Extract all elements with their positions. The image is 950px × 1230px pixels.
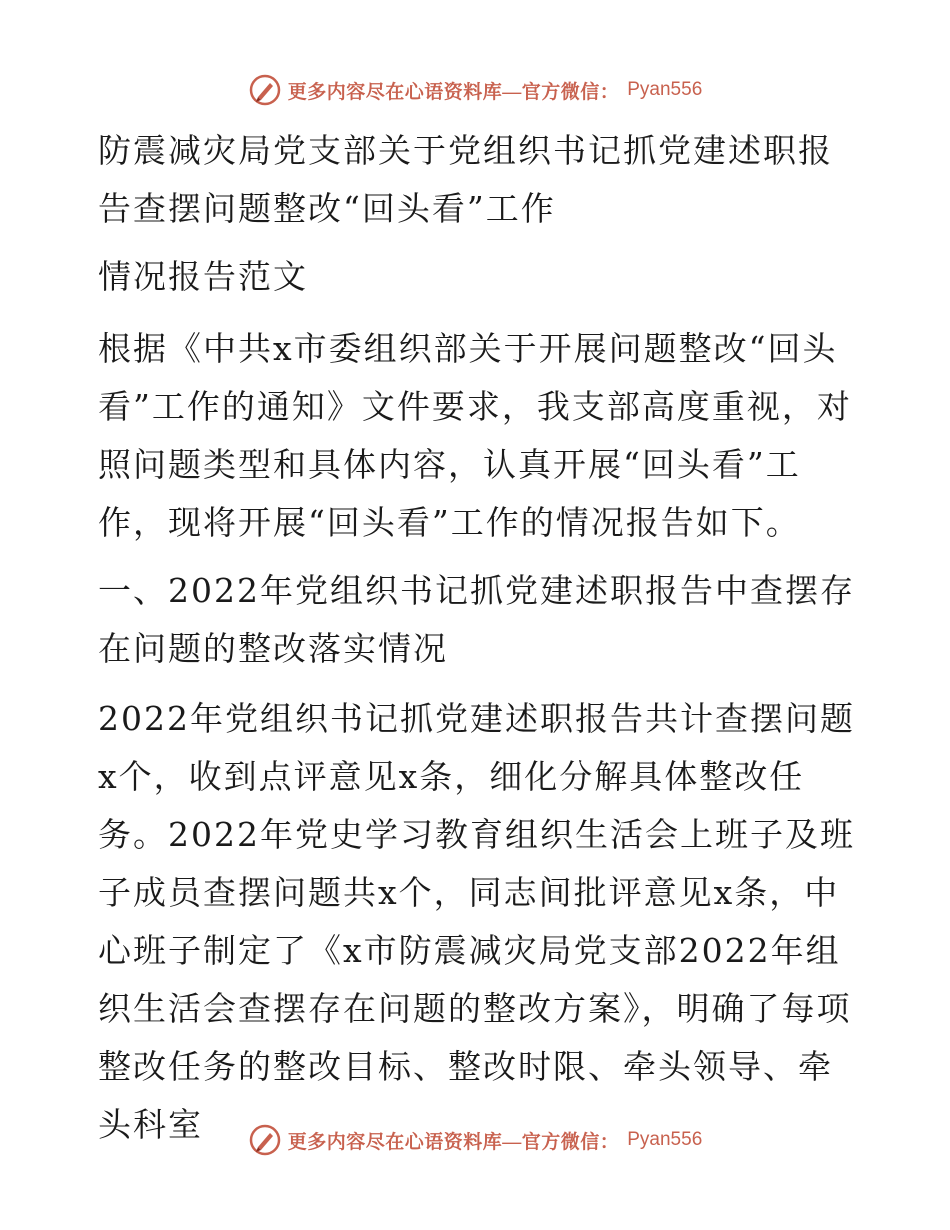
pen-logo-icon: [248, 73, 282, 107]
document-title: 防震减灾局党支部关于党组织书记抓党建述职报告查摆问题整改“回头看”工作: [98, 131, 833, 228]
paragraph-section-1: 2022年党组织书记抓党建述职报告共计查摆问题x个，收到点评意见x条，细化分解具体整改任务。2022年党史学习教育组织生活会上班子及班子成员查摆问题共x个，同志间批评意见x条，中心班子制定了《x市防震减灾局党支部2022年组织生活会查摆存在问题的整改方案》，明确了每项整改任务的整改目标、整改时限、牵头领导、牵头科室: [98, 699, 855, 1144]
watermark-banner-top: [0, 70, 950, 110]
watermark-text: 更多内容尽在心语资料库—官方微信：: [287, 81, 620, 103]
watermark-wechat-id: Pyan556: [627, 1129, 703, 1150]
pen-logo-icon: [248, 1123, 282, 1157]
watermark-text: 更多内容尽在心语资料库—官方微信：: [287, 1131, 620, 1153]
document-body: [98, 122, 858, 1154]
section-heading-1: 一、2022年党组织书记抓党建述职报告中查摆存在问题的整改落实情况: [98, 571, 855, 668]
document-subtitle: 情况报告范文: [98, 257, 308, 296]
watermark-banner-bottom: [0, 1120, 950, 1160]
paragraph-intro: 根据《中共x市委组织部关于开展问题整改“回头看”工作的通知》文件要求，我支部高度重视，对照问题类型和具体内容，认真开展“回头看”工作，现将开展“回头看”工作的情况报告如下。: [98, 329, 852, 542]
watermark-wechat-id: Pyan556: [627, 79, 703, 100]
